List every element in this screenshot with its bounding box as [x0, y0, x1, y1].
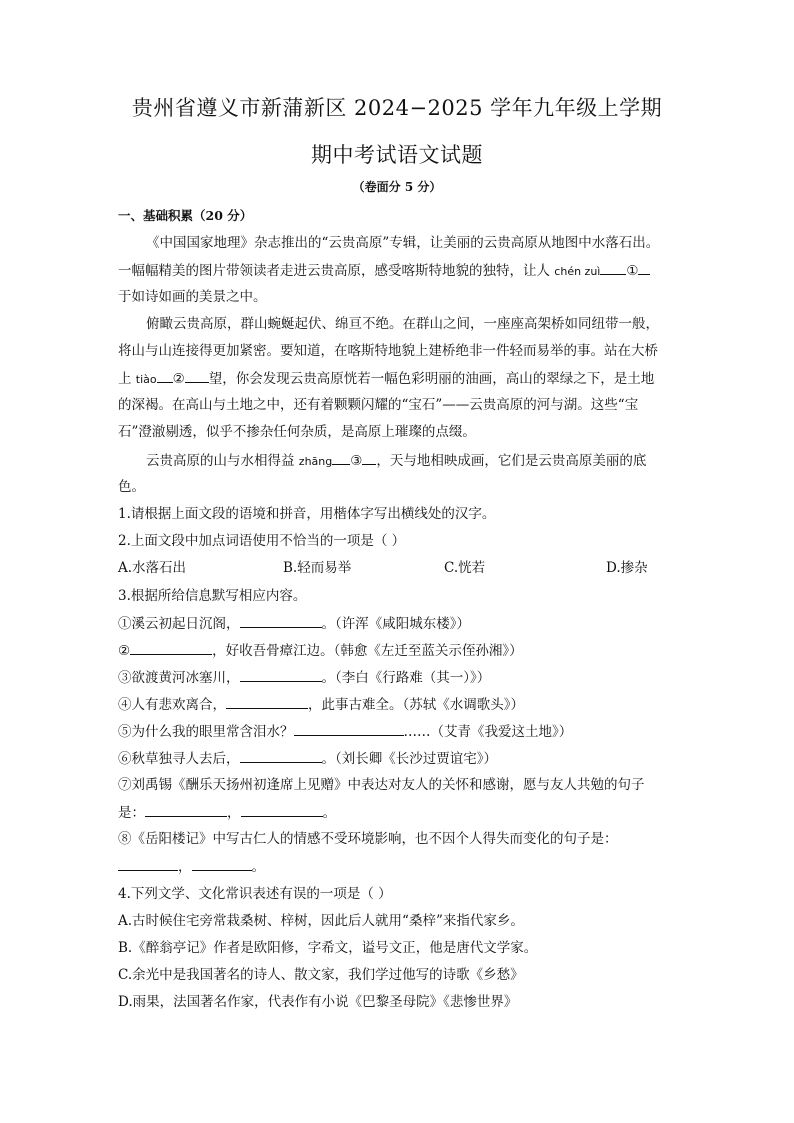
answer-blank	[332, 450, 350, 465]
exam-subtitle: 期中考试语文试题	[311, 143, 483, 167]
blank-marker: ③	[350, 453, 363, 469]
passage-line: 一幅幅精美的图片带领读者走进云贵高原，感受喀斯特地貌的独特，让人 chén zuì ①	[118, 260, 690, 282]
answer-blank	[240, 613, 322, 628]
passage-line: 上 tiào ② 望，你会发现云贵高原恍若一幅色彩明丽的油画，高山的翠绿之下，是土地	[118, 368, 690, 390]
answer-blank	[240, 748, 322, 763]
pinyin-hint: chén zuì	[554, 265, 601, 278]
recitation-item: ⑤为什么我的眼里常含泪水？ ……（艾青《我爱这土地》）	[118, 721, 690, 742]
answer-blank	[185, 368, 209, 383]
answer-blank	[145, 802, 227, 817]
recitation-item: ② ，好收吾骨瘴江边。（韩愈《左迁至蓝关示侄孙湘》）	[118, 640, 690, 661]
section-heading: 一、基础积累（20 分）	[118, 208, 253, 223]
passage-line: 色。	[118, 479, 145, 495]
pinyin-hint: tiào	[135, 373, 157, 386]
answer-blank	[362, 450, 376, 465]
passage-line: 云贵高原的山与水相得益 zhāng ③ ，天与地相映成画，它们是云贵高原美丽的底	[146, 450, 718, 472]
recitation-item: ④人有悲欢离合， ，此事古难全。（苏轼《水调歌头》）	[118, 694, 690, 715]
blank-marker: ②	[172, 371, 185, 387]
recitation-item: ⑦刘禹锡《酬乐天扬州初逢席上见赠》中表达对友人的关怀和感谢，愿与友人共勉的句子	[118, 777, 645, 793]
answer-blank	[118, 856, 178, 871]
answer-blank	[226, 694, 308, 709]
choice-option: A.古时候住宅旁常栽桑树、梓树，因此后人就用“桑梓”来指代家乡。	[118, 913, 524, 929]
answer-blank	[600, 260, 626, 275]
recitation-item: ③欲渡黄河冰塞川， 。（李白《行路难（其一）》）	[118, 667, 690, 688]
answer-blank	[638, 260, 650, 275]
question-2: 2.上面文段中加点词语使用不恰当的一项是（ ）	[118, 533, 406, 549]
passage-line: 俯瞰云贵高原，群山蜿蜒起伏、绵亘不绝。在群山之间，一座座高架桥如同纽带一般，	[146, 316, 659, 332]
passage-line: 于如诗如画的美景之中。	[118, 289, 267, 305]
recitation-item: ①溪云初起日沉阁， 。（许浑《咸阳城东楼》）	[118, 613, 690, 634]
choice-option: D.雨果，法国著名作家，代表作有小说《巴黎圣母院》《悲惨世界》	[118, 994, 518, 1010]
answer-blank	[240, 667, 322, 682]
choice-option: A.水落石出	[118, 560, 187, 576]
choice-option: B.轻而易举	[283, 560, 352, 576]
answer-blank	[157, 368, 173, 383]
passage-line: 石”澄澈剔透，似乎不掺杂任何杂质，是高原上璀璨的点缀。	[118, 424, 476, 440]
exam-title: 贵州省遵义市新蒲新区 2024−2025 学年九年级上学期	[131, 96, 663, 120]
choice-option: C.余光中是我国著名的诗人、散文家，我们学过他写的诗歌《乡愁》	[118, 967, 524, 983]
recitation-item: ⑥秋草独寻人去后， 。（刘长卿《长沙过贾谊宅》）	[118, 748, 690, 769]
blank-marker: ①	[626, 263, 639, 279]
choice-option: C.恍若	[444, 560, 486, 576]
passage-line: 将山与山连接得更加紧密。要知道，在喀斯特地貌上建桥绝非一件轻而易举的事。站在大桥	[118, 343, 658, 359]
answer-blank	[192, 856, 252, 871]
question-4: 4.下列文学、文化常识表述有误的一项是（ ）	[118, 886, 392, 902]
question-3: 3.根据所给信息默写相应内容。	[118, 588, 307, 604]
answer-blank	[130, 640, 212, 655]
pinyin-hint: zhāng	[298, 455, 333, 468]
choice-option: D.掺杂	[606, 560, 648, 576]
score-note: （卷面分 5 分）	[352, 180, 442, 194]
choice-option: B.《醉翁亭记》作者是欧阳修，字希文，谥号文正，他是唐代文学家。	[118, 940, 538, 956]
passage-line: 《中国国家地理》杂志推出的“云贵高原”专辑，让美丽的云贵高原从地图中水落石出。	[146, 235, 660, 251]
question-1: 1.请根据上面文段的语境和拼音，用楷体字写出横线处的汉字。	[118, 506, 496, 522]
recitation-item: ， 。	[118, 856, 690, 877]
recitation-item: ⑧《岳阳楼记》中写古仁人的情感不受环境影响，也不因个人得失而变化的句子是：	[118, 831, 618, 847]
passage-line: 的深褐。在高山与土地之中，还有着颗颗闪耀的“宝石”——云贵高原的河与湖。这些“宝	[118, 397, 639, 413]
answer-blank	[294, 721, 404, 736]
answer-blank	[241, 802, 323, 817]
recitation-item: 是： ， 。	[118, 802, 690, 823]
